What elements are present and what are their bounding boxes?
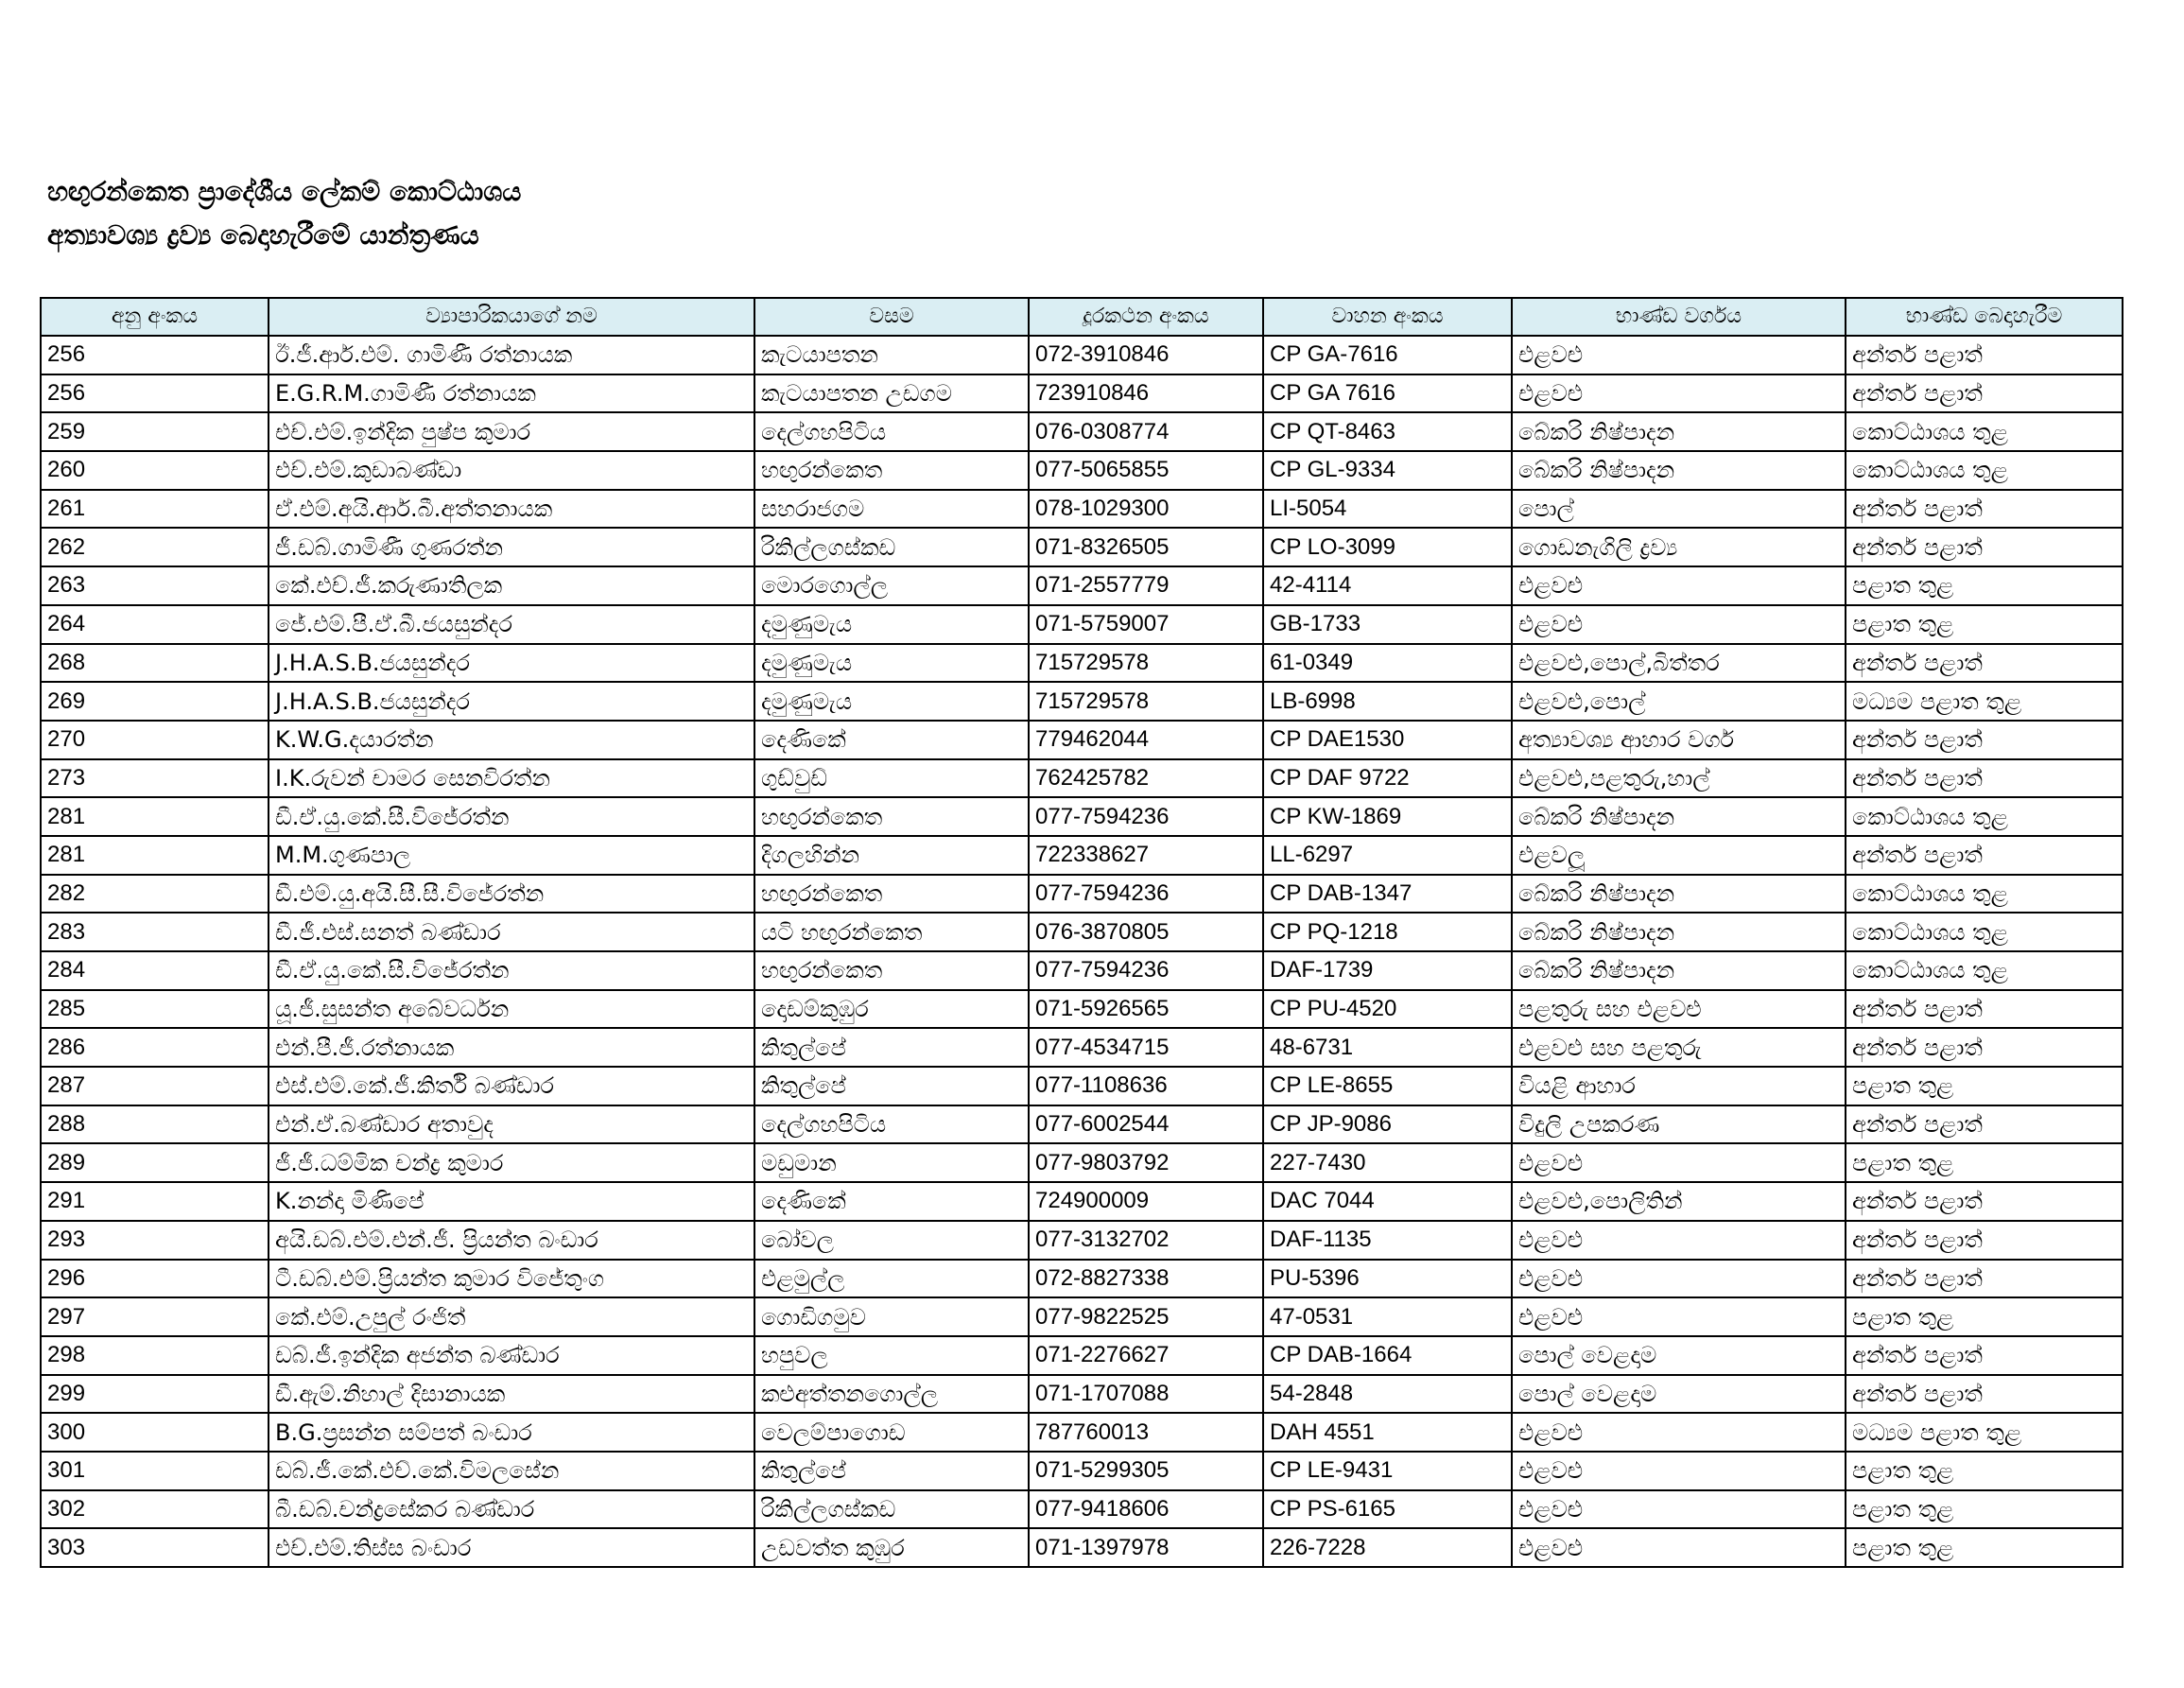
- distribution-area-cell: අන්තර් පළාත්: [1846, 1375, 2123, 1414]
- serial-number-cell: 300: [41, 1413, 269, 1452]
- vehicle-number-cell: CP DAB-1664: [1263, 1336, 1512, 1375]
- header-distribution-area: භාණ්ඩ බෙදාහැරීම: [1846, 298, 2123, 336]
- goods-type-cell: එළවලූ: [1512, 836, 1846, 875]
- table-header: [41, 298, 2123, 336]
- distribution-area-cell: අන්තර් පළාත්: [1846, 1336, 2123, 1375]
- trader-name-cell: M.M.ගුණපාල: [269, 836, 754, 875]
- vehicle-number-cell: CP LO-3099: [1263, 528, 1512, 566]
- vehicle-number-cell: CP DAE1530: [1263, 721, 1512, 759]
- distribution-area-cell: මධ්‍යම පළාත තුළ: [1846, 1413, 2123, 1452]
- goods-type-cell: බේකරි නිෂ්පාදන: [1512, 951, 1846, 990]
- trader-name-cell: යූ.ජී.සුසන්ත අබේවර්ධන: [269, 990, 754, 1029]
- division-cell: හඟුරන්කෙත: [754, 797, 1029, 836]
- phone-number-cell: 715729578: [1029, 682, 1263, 721]
- goods-type-cell: එළවළු: [1512, 1490, 1846, 1529]
- serial-number-cell: 286: [41, 1028, 269, 1067]
- phone-number-cell: 077-5065855: [1029, 451, 1263, 490]
- division-cell: කිතුල්පේ: [754, 1452, 1029, 1490]
- trader-name-cell: B.G.ප්‍රසන්න සම්පත් බංඩාර: [269, 1413, 754, 1452]
- division-cell: මොරගොල්ල: [754, 566, 1029, 605]
- table-row: [41, 1260, 2123, 1298]
- trader-name-cell: I.K.රුවන් චාමර සෙනවිරත්න: [269, 759, 754, 798]
- vehicle-number-cell: DAF-1135: [1263, 1221, 1512, 1260]
- vehicle-number-cell: CP LE-8655: [1263, 1067, 1512, 1105]
- serial-number-cell: 262: [41, 528, 269, 566]
- vehicle-number-cell: 54-2848: [1263, 1375, 1512, 1414]
- phone-number-cell: 787760013: [1029, 1413, 1263, 1452]
- trader-name-cell: ජී.ජී.ධම්මික චන්ද්‍ර කුමාර: [269, 1143, 754, 1182]
- distribution-table: [40, 297, 2123, 1568]
- phone-number-cell: 077-7594236: [1029, 797, 1263, 836]
- phone-number-cell: 078-1029300: [1029, 490, 1263, 529]
- distribution-area-cell: පළාත තුළ: [1846, 605, 2123, 644]
- distribution-area-cell: කොට්ඨාශය තුළ: [1846, 875, 2123, 914]
- trader-name-cell: ජේ.එම්.පී.ඒ.බී.ජයසුන්දර: [269, 605, 754, 644]
- vehicle-number-cell: CP DAF 9722: [1263, 759, 1512, 798]
- serial-number-cell: 282: [41, 875, 269, 914]
- distribution-area-cell: අන්තර් පළාත්: [1846, 836, 2123, 875]
- trader-name-cell: එන්.ඒ.බණ්ඩාර අතාවුද: [269, 1105, 754, 1144]
- division-cell: හඟුරන්කෙත: [754, 951, 1029, 990]
- goods-type-cell: එළවළු,පළතුරු,හාල්: [1512, 759, 1846, 798]
- table-row: [41, 1452, 2123, 1490]
- goods-type-cell: පොල්: [1512, 490, 1846, 529]
- distribution-area-cell: අන්තර් පළාත්: [1846, 1182, 2123, 1221]
- header-division: වසම: [754, 298, 1029, 336]
- table-row: [41, 490, 2123, 529]
- division-cell: දෙණිකේ: [754, 721, 1029, 759]
- distribution-area-cell: අන්තර් පළාත්: [1846, 990, 2123, 1029]
- division-cell: හඟුරන්කෙත: [754, 451, 1029, 490]
- phone-number-cell: 077-4534715: [1029, 1028, 1263, 1067]
- goods-type-cell: එළවළු: [1512, 1452, 1846, 1490]
- table-row: [41, 1221, 2123, 1260]
- vehicle-number-cell: 48-6731: [1263, 1028, 1512, 1067]
- vehicle-number-cell: DAH 4551: [1263, 1413, 1512, 1452]
- division-cell: දෙණිකේ: [754, 1182, 1029, 1221]
- vehicle-number-cell: CP JP-9086: [1263, 1105, 1512, 1144]
- distribution-area-cell: අන්තර් පළාත්: [1846, 374, 2123, 413]
- header-phone-number: දූරකථන අංකය: [1029, 298, 1263, 336]
- vehicle-number-cell: DAC 7044: [1263, 1182, 1512, 1221]
- phone-number-cell: 077-1108636: [1029, 1067, 1263, 1105]
- division-cell: හඟුරන්කෙත: [754, 875, 1029, 914]
- distribution-area-cell: කොට්ඨාශය තුළ: [1846, 797, 2123, 836]
- vehicle-number-cell: CP DAB-1347: [1263, 875, 1512, 914]
- vehicle-number-cell: CP PQ-1218: [1263, 913, 1512, 951]
- vehicle-number-cell: LI-5054: [1263, 490, 1512, 529]
- trader-name-cell: ඊ.ජී.ආර්.එම්. ගාමිණී රත්නායක: [269, 336, 754, 374]
- goods-type-cell: එළවළු: [1512, 1260, 1846, 1298]
- serial-number-cell: 288: [41, 1105, 269, 1144]
- phone-number-cell: 071-1707088: [1029, 1375, 1263, 1414]
- goods-type-cell: එළවළු: [1512, 1528, 1846, 1567]
- serial-number-cell: 302: [41, 1490, 269, 1529]
- distribution-area-cell: අන්තර් පළාත්: [1846, 1028, 2123, 1067]
- phone-number-cell: 762425782: [1029, 759, 1263, 798]
- header-vehicle-number: වාහන අංකය: [1263, 298, 1512, 336]
- goods-type-cell: බේකරි නිෂ්පාදන: [1512, 797, 1846, 836]
- trader-name-cell: ඩී.ඒ.යු.කේ.සී.විජේරත්න: [269, 951, 754, 990]
- table-row: [41, 566, 2123, 605]
- phone-number-cell: 076-3870805: [1029, 913, 1263, 951]
- vehicle-number-cell: 226-7228: [1263, 1528, 1512, 1567]
- phone-number-cell: 715729578: [1029, 644, 1263, 683]
- phone-number-cell: 071-8326505: [1029, 528, 1263, 566]
- division-cell: දොඩම්කුඹුර: [754, 990, 1029, 1029]
- goods-type-cell: එළවළු: [1512, 1143, 1846, 1182]
- header-row: [41, 298, 2123, 336]
- serial-number-cell: 273: [41, 759, 269, 798]
- vehicle-number-cell: CP PU-4520: [1263, 990, 1512, 1029]
- trader-name-cell: J.H.A.S.B.ජයසුන්දර: [269, 682, 754, 721]
- trader-name-cell: එච්.එම්.තිස්ස බංඩාර: [269, 1528, 754, 1567]
- table-row: [41, 913, 2123, 951]
- vehicle-number-cell: CP GA 7616: [1263, 374, 1512, 413]
- serial-number-cell: 301: [41, 1452, 269, 1490]
- serial-number-cell: 291: [41, 1182, 269, 1221]
- goods-type-cell: වියළි ආහාර: [1512, 1067, 1846, 1105]
- trader-name-cell: ඩී.ඇම්.නිහාල් දිසානායක: [269, 1375, 754, 1414]
- serial-number-cell: 281: [41, 836, 269, 875]
- goods-type-cell: එළවළු,පොල්,බිත්තර: [1512, 644, 1846, 683]
- trader-name-cell: ඩී.ජී.එස්.සනත් බණ්ඩාර: [269, 913, 754, 951]
- vehicle-number-cell: 47-0531: [1263, 1297, 1512, 1336]
- table-row: [41, 412, 2123, 451]
- trader-name-cell: K.W.G.දයාරත්න: [269, 721, 754, 759]
- distribution-area-cell: පළාත තුළ: [1846, 1297, 2123, 1336]
- goods-type-cell: එළවළු: [1512, 1221, 1846, 1260]
- vehicle-number-cell: LL-6297: [1263, 836, 1512, 875]
- serial-number-cell: 303: [41, 1528, 269, 1567]
- vehicle-number-cell: PU-5396: [1263, 1260, 1512, 1298]
- division-cell: ගොඩිගමුව: [754, 1297, 1029, 1336]
- phone-number-cell: 071-5759007: [1029, 605, 1263, 644]
- vehicle-number-cell: CP PS-6165: [1263, 1490, 1512, 1529]
- goods-type-cell: ගොඩනැගිලි ද්‍රව්‍ය: [1512, 528, 1846, 566]
- division-cell: දිගලහින්න: [754, 836, 1029, 875]
- goods-type-cell: එළවළු සහ පළතුරු: [1512, 1028, 1846, 1067]
- table-row: [41, 682, 2123, 721]
- table-row: [41, 875, 2123, 914]
- distribution-area-cell: අන්තර් පළාත්: [1846, 644, 2123, 683]
- division-cell: දමුණුමැය: [754, 644, 1029, 683]
- distribution-area-cell: මධ්‍යම පළාත තුළ: [1846, 682, 2123, 721]
- phone-number-cell: 724900009: [1029, 1182, 1263, 1221]
- table-row: [41, 374, 2123, 413]
- serial-number-cell: 264: [41, 605, 269, 644]
- trader-name-cell: ඩී.එම්.යු.අයි.සී.සී.විජේරත්න: [269, 875, 754, 914]
- table-body: [41, 336, 2123, 1567]
- table-row: [41, 1182, 2123, 1221]
- division-cell: දෙල්ගහපිටිය: [754, 412, 1029, 451]
- phone-number-cell: 072-8827338: [1029, 1260, 1263, 1298]
- table-row: [41, 1413, 2123, 1452]
- serial-number-cell: 285: [41, 990, 269, 1029]
- distribution-area-cell: කොට්ඨාශය තුළ: [1846, 951, 2123, 990]
- trader-name-cell: එන්.පී.ජී.රත්නායක: [269, 1028, 754, 1067]
- table-row: [41, 1143, 2123, 1182]
- trader-name-cell: ඩබ්.ජී.කේ.එච්.කේ.විමලසේන: [269, 1452, 754, 1490]
- vehicle-number-cell: CP GL-9334: [1263, 451, 1512, 490]
- table-row: [41, 1528, 2123, 1567]
- distribution-area-cell: පළාත තුළ: [1846, 1452, 2123, 1490]
- goods-type-cell: බේකරි නිෂ්පාදන: [1512, 412, 1846, 451]
- goods-type-cell: පළතුරු සහ එළවළු: [1512, 990, 1846, 1029]
- table-row: [41, 990, 2123, 1029]
- serial-number-cell: 270: [41, 721, 269, 759]
- vehicle-number-cell: LB-6998: [1263, 682, 1512, 721]
- table-row: [41, 721, 2123, 759]
- phone-number-cell: 072-3910846: [1029, 336, 1263, 374]
- distribution-area-cell: කොට්ඨාශය තුළ: [1846, 451, 2123, 490]
- goods-type-cell: විදුලි උපකරණ: [1512, 1105, 1846, 1144]
- phone-number-cell: 077-9418606: [1029, 1490, 1263, 1529]
- division-cell: ගුඩ්වුඩ්: [754, 759, 1029, 798]
- division-cell: වෙලම්පාගොඩ: [754, 1413, 1029, 1452]
- goods-type-cell: එළවළු: [1512, 1413, 1846, 1452]
- table-row: [41, 1490, 2123, 1529]
- division-cell: හපුවල: [754, 1336, 1029, 1375]
- trader-name-cell: ටී.ඩබ්.එම්.ප්‍රියන්ත කුමාර විජේතුංග: [269, 1260, 754, 1298]
- distribution-area-cell: අන්තර් පළාත්: [1846, 721, 2123, 759]
- serial-number-cell: 289: [41, 1143, 269, 1182]
- serial-number-cell: 293: [41, 1221, 269, 1260]
- table-row: [41, 836, 2123, 875]
- table-row: [41, 1105, 2123, 1144]
- division-cell: දෙල්ගහපිටිය: [754, 1105, 1029, 1144]
- goods-type-cell: එළවළු,පොල්: [1512, 682, 1846, 721]
- trader-name-cell: එස්.එම්.කේ.ජී.කිර්ති බණ්ඩාර: [269, 1067, 754, 1105]
- goods-type-cell: බේකරි නිෂ්පාදන: [1512, 451, 1846, 490]
- distribution-area-cell: අන්තර් පළාත්: [1846, 1260, 2123, 1298]
- table-row: [41, 951, 2123, 990]
- vehicle-number-cell: CP QT-8463: [1263, 412, 1512, 451]
- serial-number-cell: 260: [41, 451, 269, 490]
- table-row: [41, 1067, 2123, 1105]
- phone-number-cell: 077-9803792: [1029, 1143, 1263, 1182]
- phone-number-cell: 071-2276627: [1029, 1336, 1263, 1375]
- phone-number-cell: 077-6002544: [1029, 1105, 1263, 1144]
- trader-name-cell: අයි.ඩබ්.එම්.එන්.ජී. ප්‍රියන්ත බංඩාර: [269, 1221, 754, 1260]
- serial-number-cell: 261: [41, 490, 269, 529]
- table-row: [41, 1375, 2123, 1414]
- serial-number-cell: 268: [41, 644, 269, 683]
- phone-number-cell: 071-5926565: [1029, 990, 1263, 1029]
- distribution-area-cell: පළාත තුළ: [1846, 1143, 2123, 1182]
- distribution-area-cell: කොට්ඨාශය තුළ: [1846, 412, 2123, 451]
- phone-number-cell: 077-3132702: [1029, 1221, 1263, 1260]
- distribution-area-cell: අන්තර් පළාත්: [1846, 759, 2123, 798]
- distribution-area-cell: අන්තර් පළාත්: [1846, 490, 2123, 529]
- division-cell: එළමුල්ල: [754, 1260, 1029, 1298]
- vehicle-number-cell: 42-4114: [1263, 566, 1512, 605]
- division-cell: කැටයාපතන උඩගම: [754, 374, 1029, 413]
- phone-number-cell: 071-1397978: [1029, 1528, 1263, 1567]
- trader-name-cell: එච්.එම්.ඉන්දික පුෂ්ප කුමාර: [269, 412, 754, 451]
- trader-name-cell: ඩී.ඒ.යු.කේ.සී.විජේරත්න: [269, 797, 754, 836]
- table-row: [41, 644, 2123, 683]
- trader-name-cell: කේ.එච්.ජී.කරුණාතිලක: [269, 566, 754, 605]
- serial-number-cell: 297: [41, 1297, 269, 1336]
- serial-number-cell: 283: [41, 913, 269, 951]
- distribution-area-cell: අන්තර් පළාත්: [1846, 1221, 2123, 1260]
- serial-number-cell: 299: [41, 1375, 269, 1414]
- table-row: [41, 451, 2123, 490]
- goods-type-cell: එළවළු: [1512, 605, 1846, 644]
- title-line-1: හඟුරන්කෙත ප්‍රාදේශීය ලේකම් කොට්ඨාශය: [47, 176, 522, 207]
- goods-type-cell: පොල් වෙළදාම: [1512, 1375, 1846, 1414]
- division-cell: මඩුමාන: [754, 1143, 1029, 1182]
- vehicle-number-cell: CP LE-9431: [1263, 1452, 1512, 1490]
- phone-number-cell: 077-9822525: [1029, 1297, 1263, 1336]
- distribution-area-cell: අන්තර් පළාත්: [1846, 1105, 2123, 1144]
- table-row: [41, 759, 2123, 798]
- distribution-area-cell: කොට්ඨාශය තුළ: [1846, 913, 2123, 951]
- distribution-area-cell: පළාත තුළ: [1846, 1490, 2123, 1529]
- document-title: [47, 170, 521, 257]
- table-row: [41, 336, 2123, 374]
- division-cell: උඩවත්ත කුඹුර: [754, 1528, 1029, 1567]
- vehicle-number-cell: 61-0349: [1263, 644, 1512, 683]
- phone-number-cell: 077-7594236: [1029, 951, 1263, 990]
- serial-number-cell: 256: [41, 336, 269, 374]
- division-cell: සහරාජගම: [754, 490, 1029, 529]
- goods-type-cell: එළවළු: [1512, 1297, 1846, 1336]
- vehicle-number-cell: CP GA-7616: [1263, 336, 1512, 374]
- division-cell: කිතුල්පේ: [754, 1028, 1029, 1067]
- serial-number-cell: 269: [41, 682, 269, 721]
- header-goods-type: භාණ්ඩ වර්ගය: [1512, 298, 1846, 336]
- division-cell: යටි හඟුරන්කෙත: [754, 913, 1029, 951]
- phone-number-cell: 722338627: [1029, 836, 1263, 875]
- phone-number-cell: 077-7594236: [1029, 875, 1263, 914]
- phone-number-cell: 723910846: [1029, 374, 1263, 413]
- trader-name-cell: එච්.එම්.කුඩාබණ්ඩා: [269, 451, 754, 490]
- table-row: [41, 605, 2123, 644]
- division-cell: රිකිල්ලගස්කඩ: [754, 528, 1029, 566]
- phone-number-cell: 071-5299305: [1029, 1452, 1263, 1490]
- serial-number-cell: 296: [41, 1260, 269, 1298]
- trader-name-cell: ඒ.එම්.අයි.ආර්.බී.අත්තනායක: [269, 490, 754, 529]
- vehicle-number-cell: DAF-1739: [1263, 951, 1512, 990]
- table-row: [41, 1297, 2123, 1336]
- serial-number-cell: 259: [41, 412, 269, 451]
- distribution-area-cell: අන්තර් පළාත්: [1846, 336, 2123, 374]
- distribution-area-cell: පළාත තුළ: [1846, 566, 2123, 605]
- division-cell: කළුඅත්තනගොල්ල: [754, 1375, 1029, 1414]
- goods-type-cell: බේකරි නිෂ්පාදන: [1512, 875, 1846, 914]
- division-cell: දමුණුමැය: [754, 605, 1029, 644]
- table-row: [41, 528, 2123, 566]
- goods-type-cell: එළවළු: [1512, 566, 1846, 605]
- table-row: [41, 1336, 2123, 1375]
- serial-number-cell: 256: [41, 374, 269, 413]
- goods-type-cell: එළවළු: [1512, 336, 1846, 374]
- division-cell: බෝවල: [754, 1221, 1029, 1260]
- phone-number-cell: 071-2557779: [1029, 566, 1263, 605]
- trader-name-cell: කේ.එම්.උපුල් රංජිත්: [269, 1297, 754, 1336]
- trader-name-cell: ඩබ්.ජී.ඉන්දික අජන්ත බණ්ඩාර: [269, 1336, 754, 1375]
- goods-type-cell: බේකරි නිෂ්පාදන: [1512, 913, 1846, 951]
- serial-number-cell: 298: [41, 1336, 269, 1375]
- vehicle-number-cell: 227-7430: [1263, 1143, 1512, 1182]
- goods-type-cell: එළවළු: [1512, 374, 1846, 413]
- goods-type-cell: පොල් වෙළදාම: [1512, 1336, 1846, 1375]
- header-serial-number: අනු අංකය: [41, 298, 269, 336]
- division-cell: දමුණුමැය: [754, 682, 1029, 721]
- distribution-area-cell: පළාත තුළ: [1846, 1528, 2123, 1567]
- distribution-area-cell: අන්තර් පළාත්: [1846, 528, 2123, 566]
- division-cell: රිකිල්ලගස්කඩ: [754, 1490, 1029, 1529]
- vehicle-number-cell: GB-1733: [1263, 605, 1512, 644]
- trader-name-cell: E.G.R.M.ගාමිණී රත්නායක: [269, 374, 754, 413]
- distribution-area-cell: පළාත තුළ: [1846, 1067, 2123, 1105]
- phone-number-cell: 779462044: [1029, 721, 1263, 759]
- header-trader-name: ව්‍යාපාරිකයාගේ නම: [269, 298, 754, 336]
- trader-name-cell: ජී.ඩබ්.ගාමිණී ගුණරත්න: [269, 528, 754, 566]
- serial-number-cell: 284: [41, 951, 269, 990]
- serial-number-cell: 281: [41, 797, 269, 836]
- phone-number-cell: 076-0308774: [1029, 412, 1263, 451]
- trader-name-cell: බී.ඩබ්.චන්ද්‍රසේකර බණ්ඩාර: [269, 1490, 754, 1529]
- goods-type-cell: එළවළු,පොලිතින්: [1512, 1182, 1846, 1221]
- title-line-2: අත්‍යාවශ්‍ය ද්‍රව්‍ය බෙදාහැරීමේ යාන්ත්‍රණය: [47, 219, 479, 251]
- goods-type-cell: අත්‍යාවශ්‍ය ආහාර වර්ග: [1512, 721, 1846, 759]
- vehicle-number-cell: CP KW-1869: [1263, 797, 1512, 836]
- serial-number-cell: 287: [41, 1067, 269, 1105]
- trader-name-cell: K.නන්දා මිණිපේ: [269, 1182, 754, 1221]
- division-cell: කිතුල්පේ: [754, 1067, 1029, 1105]
- serial-number-cell: 263: [41, 566, 269, 605]
- trader-name-cell: J.H.A.S.B.ජයසුන්දර: [269, 644, 754, 683]
- table-row: [41, 797, 2123, 836]
- table-row: [41, 1028, 2123, 1067]
- division-cell: කැටයාපතන: [754, 336, 1029, 374]
